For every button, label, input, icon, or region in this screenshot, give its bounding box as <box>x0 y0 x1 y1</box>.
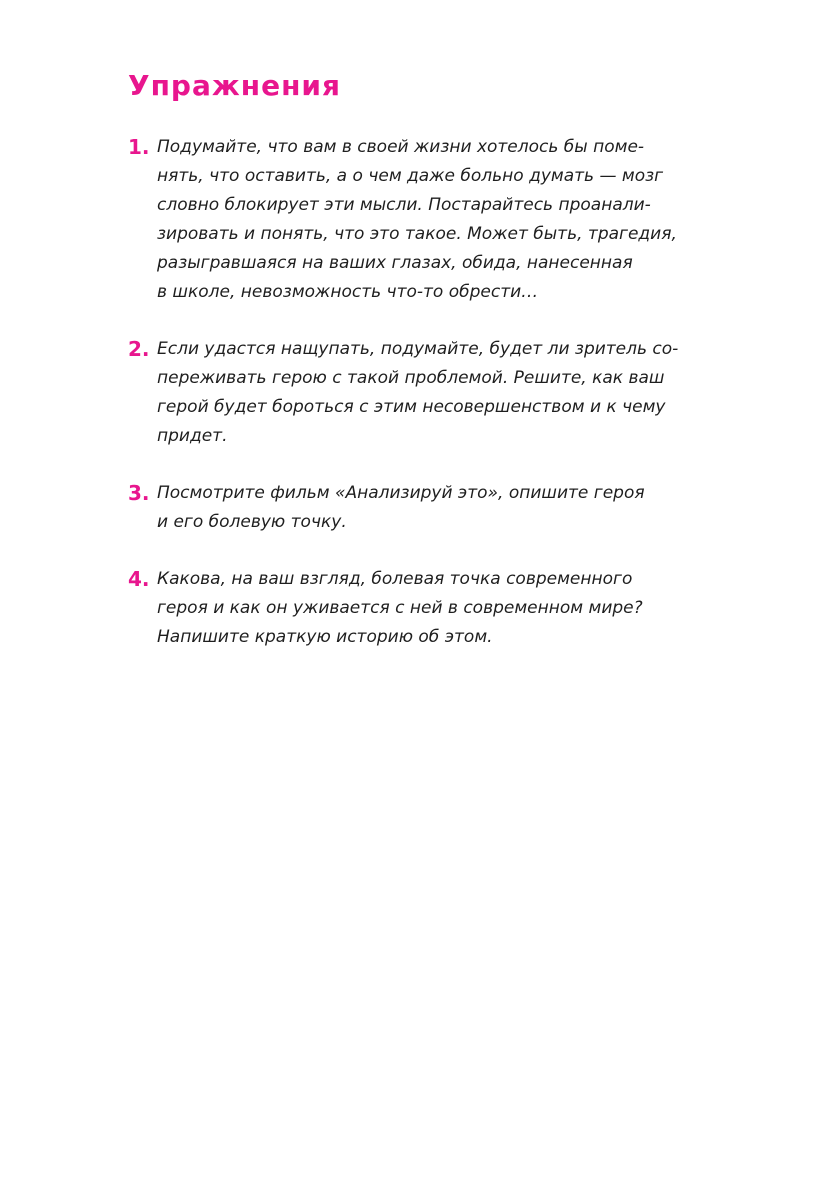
exercise-number: 1. <box>128 135 150 159</box>
text-line: зировать и понять, что это такое. Может быть, трагедия, <box>157 224 677 244</box>
text-line: придет. <box>157 426 228 446</box>
text-line: разыгравшаяся на ваших глазах, обида, нанесенная <box>157 253 633 273</box>
text-line: Если удастся нащупать, подумайте, будет ли зритель со- <box>157 339 679 359</box>
exercise-text <box>157 133 748 307</box>
text-line: герой будет бороться с этим несовершенством и к чему <box>157 397 666 417</box>
exercise-text <box>157 565 748 652</box>
exercise-number: 4. <box>128 567 150 591</box>
exercise-text <box>157 479 748 537</box>
exercise-item-2 <box>128 335 748 451</box>
text-line: Какова, на ваш взгляд, болевая точка современного <box>157 569 633 589</box>
text-line: переживать герою с такой проблемой. Решите, как ваш <box>157 368 665 388</box>
exercise-number: 2. <box>128 337 150 361</box>
exercise-list <box>128 133 748 680</box>
exercise-text <box>157 335 748 451</box>
exercise-item-3 <box>128 479 748 537</box>
exercise-number: 3. <box>128 481 150 505</box>
text-line: Посмотрите фильм «Анализируй это», опишите героя <box>157 483 645 503</box>
text-line: в школе, невозможность что-то обрести… <box>157 282 539 302</box>
exercise-item-4 <box>128 565 748 652</box>
text-line: словно блокирует эти мысли. Постарайтесь проанали- <box>157 195 651 215</box>
text-line: и его болевую точку. <box>157 512 347 532</box>
exercise-item-1 <box>128 133 748 307</box>
text-line: героя и как он уживается с ней в современном мире? <box>157 598 643 618</box>
text-line: Напишите краткую историю об этом. <box>157 627 493 647</box>
page-title: Упражнения <box>128 69 342 102</box>
text-line: нять, что оставить, а о чем даже больно думать — мозг <box>157 166 664 186</box>
text-line: Подумайте, что вам в своей жизни хотелось бы поме- <box>157 137 645 157</box>
